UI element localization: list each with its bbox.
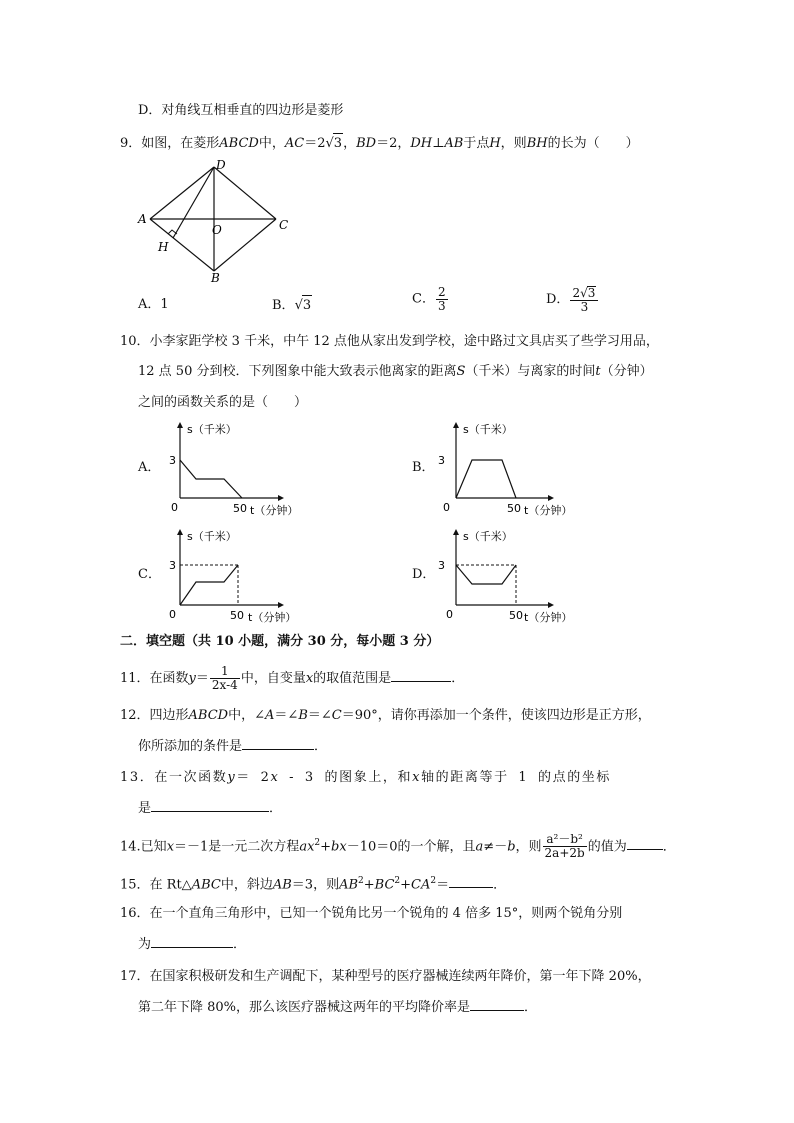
sqrt-icon: √	[294, 298, 303, 313]
q15	[120, 871, 506, 895]
q12-line-2	[138, 736, 327, 757]
q9-text: 如图，在菱形	[141, 136, 220, 151]
fraction-den: 2a+2b	[544, 846, 585, 861]
q11-end: ．	[451, 671, 465, 686]
q14-text: 的值为	[587, 839, 627, 855]
q13-end: ．	[269, 801, 283, 816]
q14-text: 14.已知	[120, 839, 167, 855]
fraction	[436, 286, 448, 313]
q12-answer-blank[interactable]	[242, 736, 314, 750]
graph-a	[160, 418, 310, 522]
q16-line-2	[138, 934, 246, 955]
q12-line-1	[120, 706, 651, 726]
q9-bh: BH	[526, 136, 548, 151]
x-axis-label: t（分钟）	[248, 611, 297, 624]
rhombus-figure	[134, 158, 294, 284]
q9-stem	[120, 133, 639, 154]
x-tick: 50	[230, 609, 244, 622]
fraction-num: 1	[210, 665, 240, 679]
q8-option-d: D．对角线互相垂直的四边形是菱形	[138, 103, 344, 118]
q12-text: ＝90°，请你再添加一个条件，使该四边形是正方形，	[341, 708, 651, 723]
graph-c	[160, 525, 310, 629]
q9-text: ，则	[500, 136, 527, 151]
q9-option-c[interactable]	[412, 286, 449, 313]
q12-text: ＝∠	[307, 708, 332, 723]
q14-answer-blank[interactable]	[627, 836, 663, 850]
origin-label: 0	[443, 501, 450, 514]
fraction	[570, 286, 598, 314]
q15-eq: ＝	[436, 877, 450, 893]
q14-end: ．	[662, 839, 676, 855]
q14-text: －10＝0的一个解，且	[346, 839, 476, 855]
x-axis-label: t（分钟）	[524, 504, 573, 517]
q16-text: 为	[138, 937, 152, 952]
q10-text: 12 点 50 分到校．下列图象中能大致表示他离家的距离	[138, 364, 457, 379]
q13-x: x	[270, 770, 280, 785]
graph-d	[436, 525, 586, 629]
q14-a: a	[475, 839, 484, 855]
q16-end: ．	[233, 937, 247, 952]
q10-option-c-label[interactable]: C．	[138, 567, 161, 582]
x-tick: 50	[233, 502, 247, 515]
q16-answer-blank[interactable]	[151, 934, 233, 948]
q10-t: t	[595, 364, 601, 379]
q9-option-a[interactable]	[138, 295, 169, 315]
fraction-den: 3	[437, 299, 446, 313]
x-tick: 50	[509, 609, 523, 622]
q17-end: ．	[524, 1000, 538, 1015]
q13-text: - 3 的图象上，和	[279, 770, 413, 785]
q9-bd: BD	[356, 136, 377, 151]
q12-abcd: ABCD	[188, 708, 229, 723]
q10-option-a-label[interactable]: A．	[138, 460, 161, 475]
q13-text: 轴的距离等于 1 的点的坐标	[421, 770, 611, 785]
sqrt-icon: √	[580, 286, 588, 300]
q11-text: 的取值范围是	[313, 671, 392, 686]
q14-ax: ax	[299, 839, 315, 855]
q17-line-2	[138, 997, 537, 1018]
y-tick: 3	[438, 454, 445, 467]
q12-end: ．	[314, 739, 328, 754]
q15-ab: AB	[339, 877, 359, 893]
q14-ne: ≠－	[483, 839, 508, 855]
q9-abcd: ABCD	[219, 136, 259, 151]
q10-s: S	[456, 364, 466, 379]
q9-dh: DH	[410, 136, 433, 151]
q16-line-1: 16．在一个直角三角形中，已知一个锐角比另一个锐角的 4 倍多 15°，则两个锐角分别	[120, 906, 623, 921]
q13-text: 是	[138, 801, 152, 816]
q10-text: （千米）与离家的时间	[465, 364, 596, 379]
q17-line-1: 17．在国家积极研发和生产调配下，某种型号的医疗器械连续两年降价，第一年下降 20%，	[120, 969, 651, 984]
q9-text: 的长为（ ）	[547, 136, 639, 151]
section-2-title: 二．填空题（共 10 小题，满分 30 分，每小题 3 分）	[120, 634, 440, 649]
q12-text: 你所添加的条件是	[138, 739, 243, 754]
sqrt-icon: √	[325, 136, 334, 151]
fraction-den: 3	[580, 300, 589, 314]
q9-text: 于点	[463, 136, 490, 151]
y-tick: 3	[438, 559, 445, 572]
q15-exponent: 2	[358, 876, 364, 886]
q14-fraction	[543, 833, 587, 860]
q9-bd-value: ＝2，	[376, 136, 411, 151]
q17-text: 第二年下降 80%，那么该医疗器械这两年的平均降价率是	[138, 1000, 471, 1015]
q10-text: （分钟）	[600, 364, 653, 379]
fraction-num	[570, 286, 598, 301]
q15-bc: +BC	[363, 877, 395, 893]
q14-bx: bx	[331, 839, 347, 855]
x-axis-label: t（分钟）	[250, 504, 299, 517]
fraction-num: a²－b²	[543, 833, 587, 847]
option-value: 3	[302, 295, 312, 316]
q12-a: A	[265, 708, 275, 723]
q14-text: ＝－1是一元二次方程	[174, 839, 300, 855]
q12-text: 中，∠	[228, 708, 266, 723]
q13-x: x	[412, 770, 422, 785]
option-label: B．	[272, 298, 295, 313]
q14-text: ，则	[515, 839, 542, 855]
x-tick: 50	[507, 502, 521, 515]
q9-radicand: 3	[333, 133, 343, 154]
q15-end: ．	[493, 877, 507, 893]
q15-ca: +CA	[400, 877, 431, 893]
y-axis-label: s（千米）	[187, 530, 237, 543]
q15-exponent: 2	[394, 876, 401, 886]
q15-text: 15．在 Rt△	[120, 877, 192, 893]
x-axis-label: t（分钟）	[524, 611, 573, 624]
q15-text: ＝3，则	[291, 877, 340, 893]
label-b: B	[211, 271, 220, 284]
q12-b: B	[298, 708, 308, 723]
y-axis-label: s（千米）	[463, 423, 513, 436]
q12-text: 12．四边形	[120, 708, 189, 723]
q9-option-b[interactable]	[272, 295, 312, 316]
q13-text: ＝ 2	[236, 770, 271, 785]
radicand: 3	[587, 286, 596, 300]
y-axis-label: s（千米）	[187, 423, 237, 436]
q14-exponent: 2	[314, 838, 321, 848]
q12-text: ＝∠	[274, 708, 299, 723]
q9-ab: AB	[444, 136, 464, 151]
option-label: D．	[546, 292, 570, 307]
q9-h: H	[489, 136, 501, 151]
label-o: O	[212, 223, 222, 237]
q11-answer-blank[interactable]	[391, 668, 451, 682]
perpendicular-icon: ⊥	[432, 136, 445, 151]
q14-plus: +	[320, 839, 332, 855]
q15-abc: ABC	[191, 877, 221, 893]
q17-answer-blank[interactable]	[470, 997, 524, 1011]
label-d: D	[216, 158, 226, 172]
q11-y: y	[188, 671, 196, 686]
q13-line-1	[120, 768, 611, 788]
q11-fraction	[210, 665, 240, 692]
q9-text: ，	[343, 136, 357, 151]
label-a: A	[138, 212, 147, 226]
q11-eq: ＝	[195, 671, 209, 686]
q13-line-2	[138, 798, 282, 819]
q11	[120, 664, 464, 694]
q14-b: b	[507, 839, 516, 855]
y-axis-label: s（千米）	[463, 530, 513, 543]
q15-exponent: 2	[430, 876, 437, 886]
y-tick: 3	[169, 454, 176, 467]
q10-option-d-label[interactable]: D．	[412, 567, 436, 582]
option-value: 1	[160, 297, 169, 312]
label-h: H	[158, 240, 169, 254]
q15-ab: AB	[272, 877, 292, 893]
q13-answer-blank[interactable]	[151, 798, 269, 812]
q10-option-b-label[interactable]: B．	[412, 460, 435, 475]
q14-x: x	[166, 839, 175, 855]
graph-b	[436, 418, 586, 522]
q9-ac-value: ＝2	[304, 136, 326, 151]
origin-label: 0	[169, 608, 176, 621]
q9-ac: AC	[284, 136, 305, 151]
q10-line-2	[138, 362, 653, 382]
origin-label: 0	[446, 608, 453, 621]
q13-y: y	[227, 770, 237, 785]
label-c: C	[279, 218, 289, 232]
coefficient: 2	[572, 286, 581, 300]
q11-x: x	[305, 671, 314, 686]
q13-text: 13．在一次函数	[120, 770, 228, 785]
origin-label: 0	[171, 501, 178, 514]
q11-text: 中，自变量	[240, 671, 306, 686]
q15-answer-blank[interactable]	[449, 874, 493, 888]
fraction-num: 2	[437, 285, 446, 299]
option-label: C．	[412, 291, 435, 307]
q9-text: 中，	[258, 136, 285, 151]
q9-number: 9．	[120, 136, 142, 151]
q15-text: 中，斜边	[220, 877, 273, 893]
q14	[120, 826, 676, 864]
y-tick: 3	[169, 559, 176, 572]
q9-option-d[interactable]	[546, 286, 599, 314]
q10-line-3: 之间的函数关系的是（ ）	[138, 395, 308, 410]
q12-c: C	[331, 708, 342, 723]
q11-text: 11．在函数	[120, 671, 189, 686]
fraction-den: 2x-4	[211, 678, 238, 692]
option-label: A．	[138, 297, 161, 312]
q10-line-1: 10．小李家距学校 3 千米，中午 12 点他从家出发到学校，途中路过文具店买了些学习用品，	[120, 334, 659, 349]
